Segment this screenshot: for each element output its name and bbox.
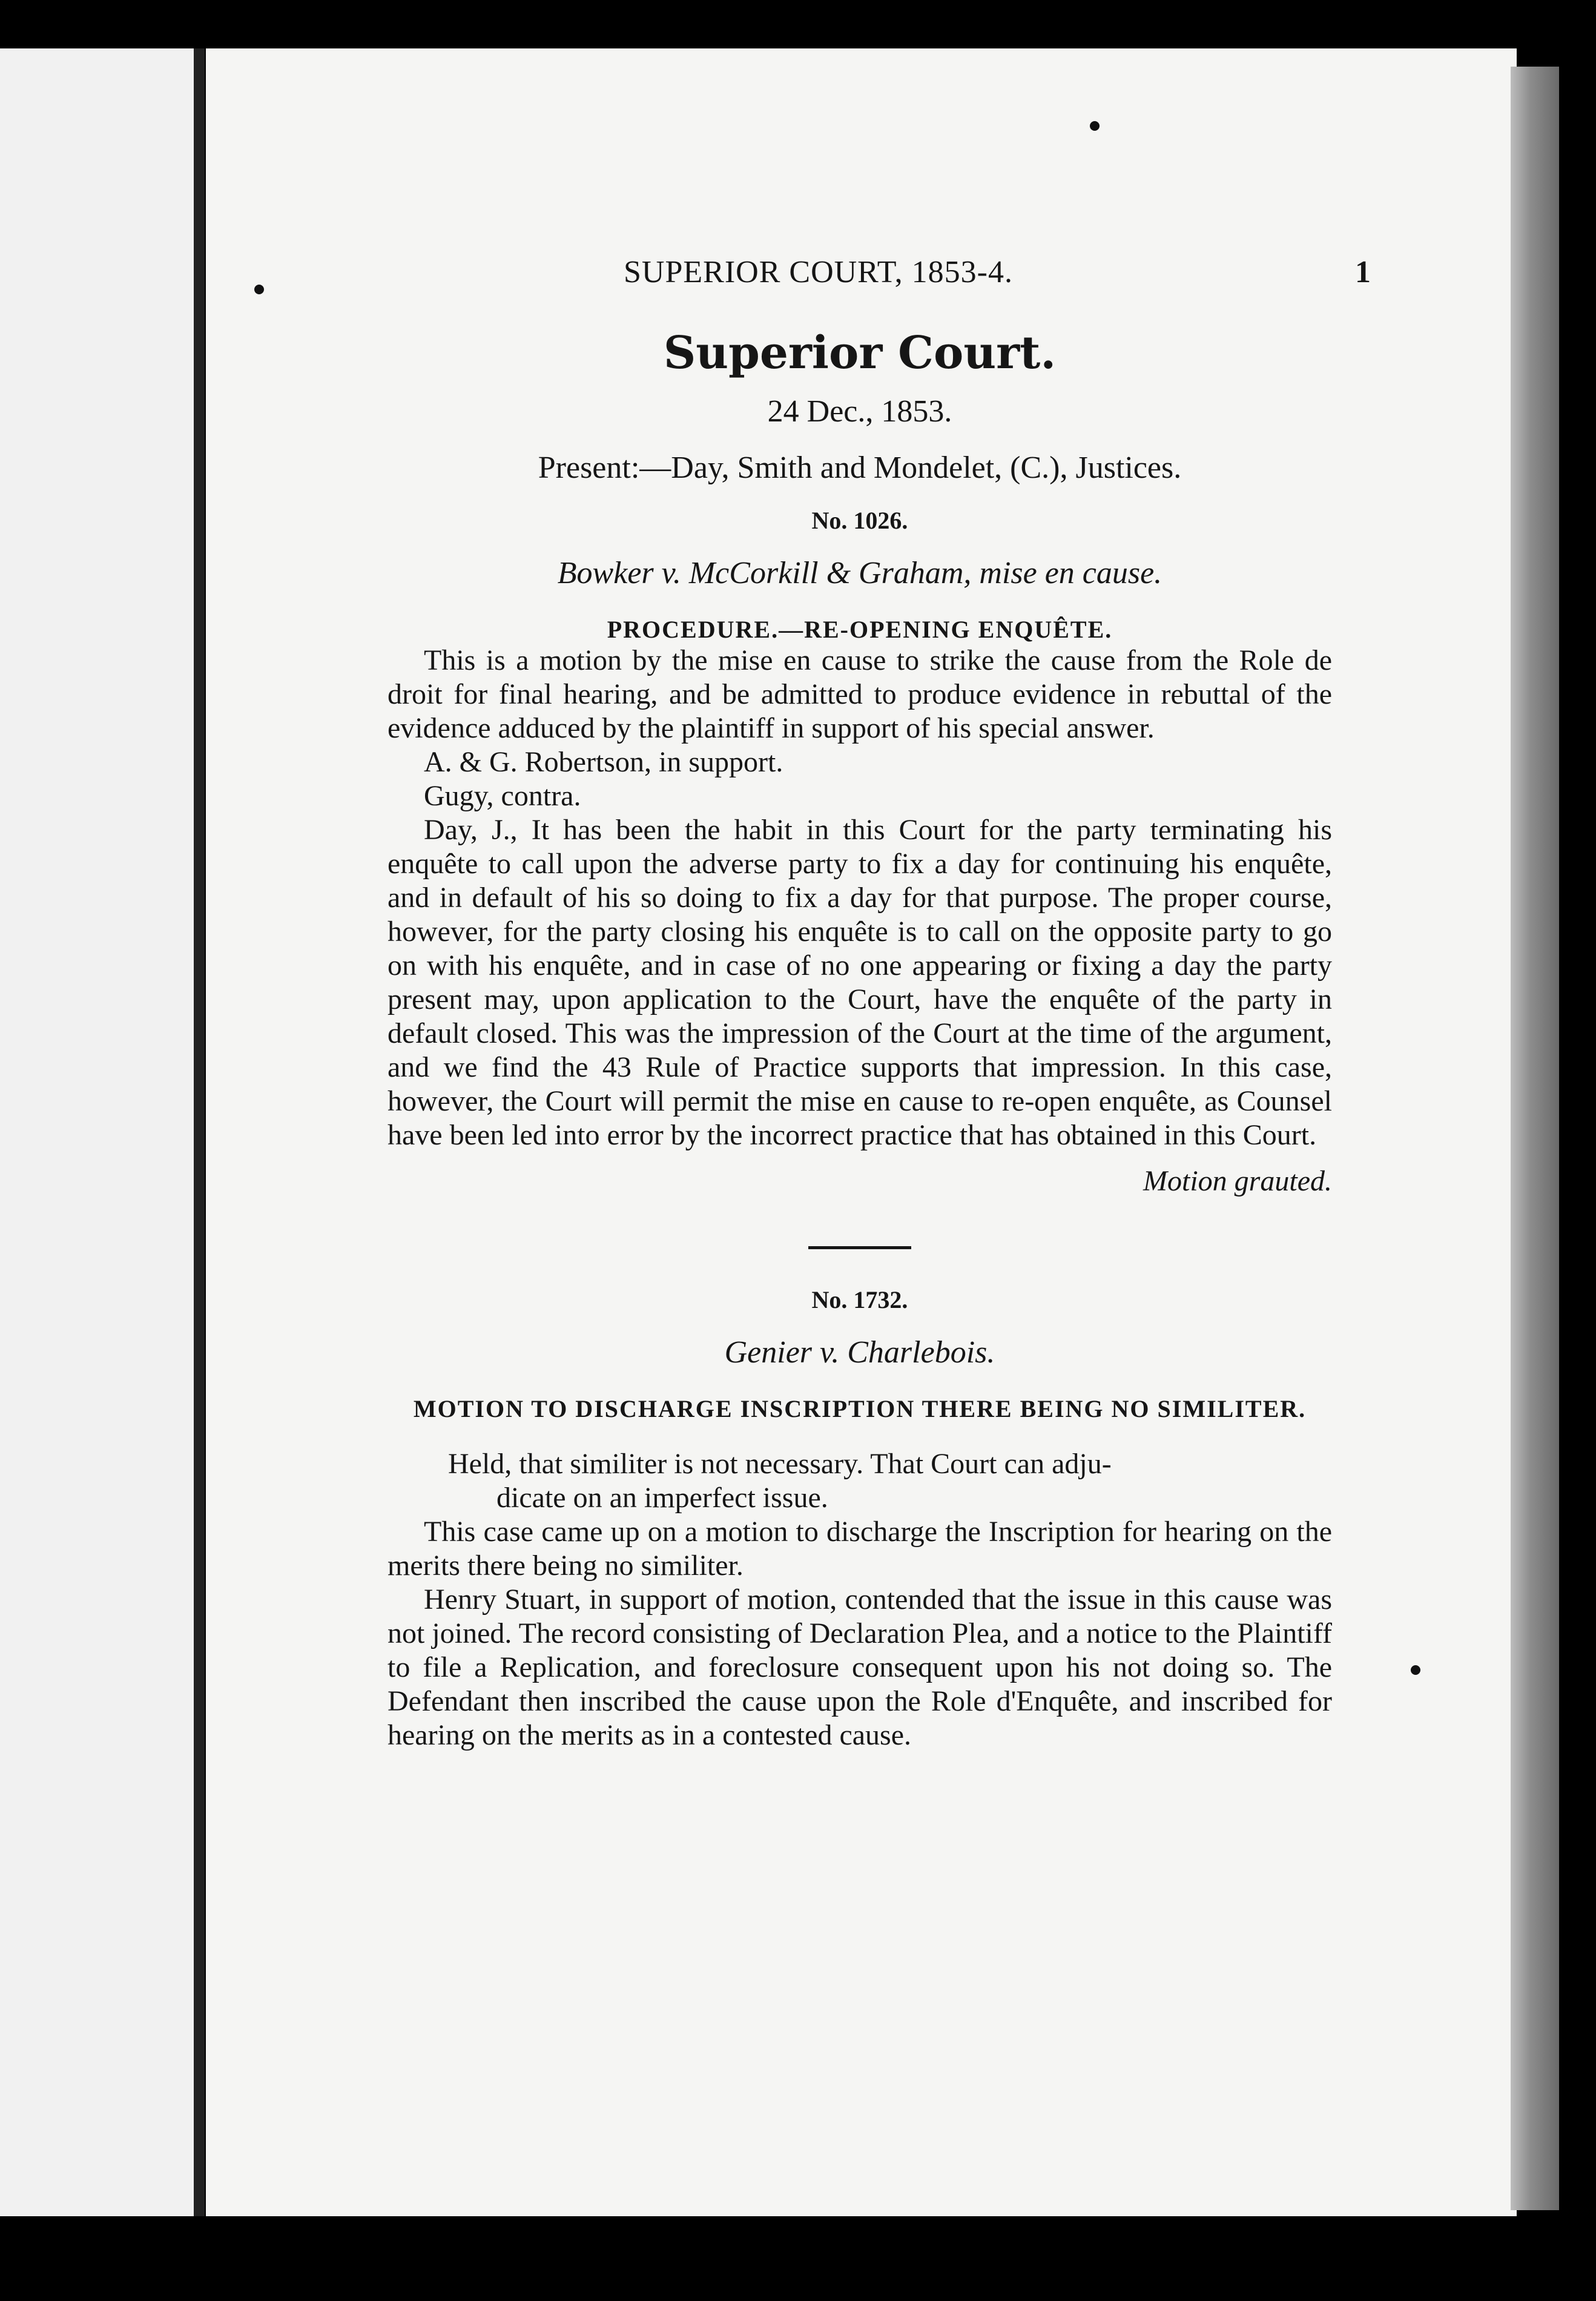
judgment-text: Day, J., It has been the habit in this Court for the party terminating his enquête to call upon the adverse party to fix a day for continuing his enquête, and in default of his so doing to fix a day for that purpose. The proper course, however, for the party closing his enquête is to call on the opposite party to go on with his enquête, and in case of no one appearing or fixing a day the party present may, upon application to the Court, have the enquête of the party in default closed. This was the impression of the Court at the time of the argument, and we find the 43 Rule of Practice supports that impression. In this case, however, the Court will permit the mise en cause to re-open enquête, as Counsel have been led into error by the incorrect practice that has obtained in this Court. — [387, 814, 1332, 1151]
book-spine — [1511, 67, 1559, 2210]
case-paragraph: This is a motion by the mise en cause to strike the cause from the Role de droit for final hearing, and be admitted to produce evidence in rebuttal of the evidence adduced by the plaintiff in support of his special answer. — [387, 644, 1332, 744]
counsel-contra: Gugy, contra. — [424, 780, 581, 812]
case-heading: MOTION TO DISCHARGE INSCRIPTION THERE BEING NO SIMILITER. — [413, 1395, 1307, 1422]
held-line: Held, that similiter is not necessary. That Court can adju- — [448, 1448, 1112, 1480]
section-divider — [808, 1246, 911, 1249]
facing-page — [0, 48, 200, 2216]
case-heading: PROCEDURE.—RE-OPENING ENQUÊTE. — [607, 616, 1113, 643]
ink-speck — [1411, 1665, 1420, 1675]
sitting-date: 24 Dec., 1853. — [767, 394, 952, 429]
document-page — [206, 48, 1517, 2216]
case-result: Motion grauted. — [1143, 1165, 1332, 1197]
case-number: No. 1026. — [811, 507, 908, 534]
counsel-support: A. & G. Robertson, in support. — [424, 746, 783, 778]
court-title: Superior Court. — [663, 327, 1057, 379]
case-parties: Bowker v. McCorkill & Graham, mise en cause. — [557, 556, 1162, 590]
page-gutter — [194, 48, 205, 2216]
case-paragraph: This case came up on a motion to discharge the Inscription for hearing on the merits there being no similiter. — [387, 1516, 1332, 1582]
held-line: dicate on an imperfect issue. — [496, 1482, 828, 1514]
case-parties: Genier v. Charlebois. — [724, 1335, 995, 1370]
running-title: SUPERIOR COURT, 1853-4. — [624, 255, 1013, 289]
held-summary — [387, 1447, 1332, 1515]
page-content — [387, 254, 1371, 1752]
page-number: 1 — [1355, 255, 1371, 289]
case-paragraph: Henry Stuart, in support of motion, contended that the issue in this cause was not joined. The record consisting of Declaration Plea, and a notice to the Plaintiff to file a Replication, and foreclosure consequent upon his not doing so. The Defendant then inscribed the cause upon the Role d'Enquête, and inscribed for hearing on the merits as in a contested cause. — [387, 1583, 1332, 1751]
judges-present: Present:—Day, Smith and Mondelet, (C.), Justices. — [538, 451, 1182, 485]
case-number: No. 1732. — [811, 1286, 908, 1313]
running-header — [387, 254, 1371, 303]
ink-speck — [254, 285, 264, 294]
ink-speck — [1090, 121, 1100, 131]
